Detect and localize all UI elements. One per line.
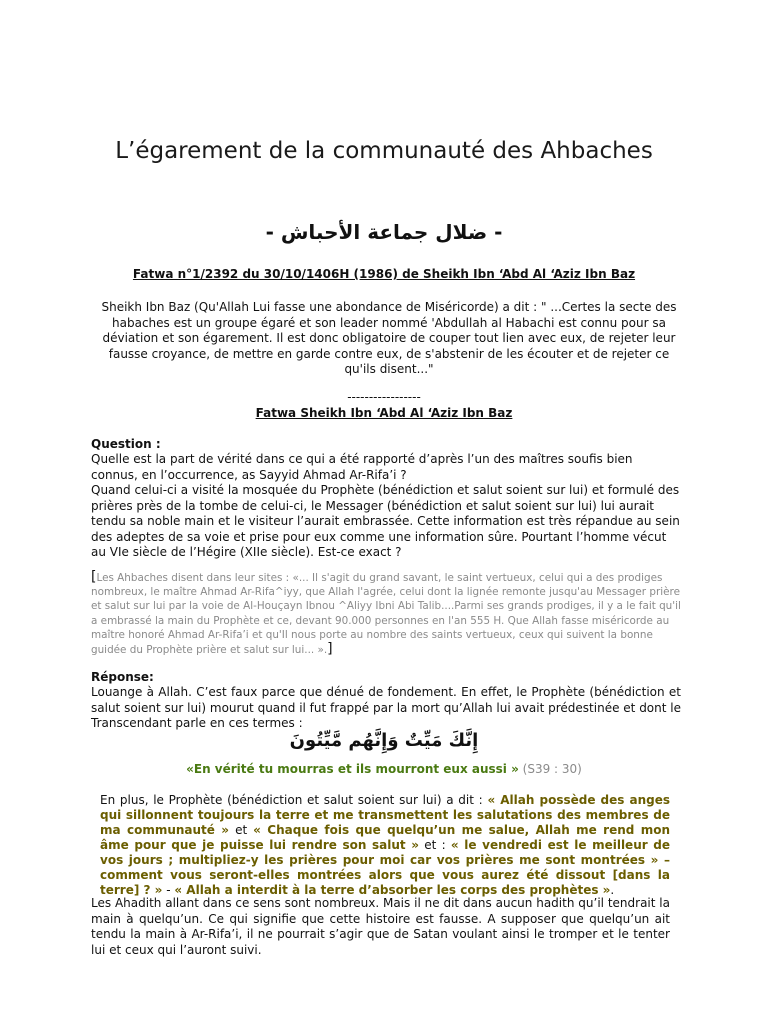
ayah-reference: (S39 : 30) — [522, 762, 582, 776]
hadith-quote-4: « Allah a interdit à la terre d’absorber les corps des prophètes » — [174, 883, 611, 897]
plus-text-5: . — [610, 883, 615, 897]
question-label: Question : — [91, 437, 161, 451]
ayah-french: «En vérité tu mourras et ils mourront eux aussi » — [186, 762, 519, 776]
separator: ----------------- — [347, 390, 421, 404]
ayah-translation — [0, 762, 768, 776]
fatwa2-heading: Fatwa Sheikh Ibn ‘Abd Al ‘Aziz Ibn Baz — [255, 406, 513, 420]
ahbaches-quote — [91, 570, 681, 657]
response-label: Réponse: — [91, 670, 154, 684]
plus-text-2: et — [229, 823, 254, 837]
arabic-title: - ضلال جماعة الأحباش - — [265, 220, 503, 244]
hadith-quote-2: « Chaque fois que quelqu’un me salue, Allah me rend mon âme pour que je puisse lui rendre son salut » — [100, 823, 670, 852]
intro-paragraph: Sheikh Ibn Baz (Qu'Allah Lui fasse une abondance de Miséricorde) a dit : " ...Certes la secte des habaches est un groupe égaré et son leader nommé 'Abdullah al Habachi est connu pour sa déviation et son égarement. Il est donc obligatoire de couper tout lien avec eux, de rejeter leur fausse croyance, de mettre en garde contre eux, de s'abstenir de les écouter et de rejeter ce qu'ils disent..." — [101, 300, 677, 376]
plus-text-4: - — [162, 883, 175, 897]
quote-open-bracket: [ — [91, 569, 97, 585]
question-text: Quelle est la part de vérité dans ce qui a été rapporté d’après l’un des maîtres soufis bien connus, en l’occurrence, as Sayyid Ahmad Ar-Rifa’i ? Quand celui-ci a visité la mosquée du Prophète (bénédiction et salut soient sur lui) et formulé des prières près de la tombe de celui-ci, le Messager (bénédiction et salut soient sur lui) lui aurait tendu sa noble main et le visiteur l’aurait embrassée. Cette information est très répandue au sein des adeptes de sa voie et prise pour eux comme une information sûre. Pourtant l’homme vécut au VIe siècle de l’Hégire (XIIe siècle). Est-ce exact ? — [91, 452, 680, 559]
quote-close-bracket: ] — [327, 641, 333, 658]
hadith-quote-1: « Allah possède des anges qui sillonnent toujours la terre et me transmettent les salutations des membres de ma communauté » — [100, 793, 670, 837]
plus-text-3: et : — [419, 838, 451, 852]
response-text: Louange à Allah. C’est faux parce que dénué de fondement. En effet, le Prophète (bénédiction et salut soient sur lui) mourut quand il fut frappé par la mort qu’Allah lui avait prédestinée et dont le Transcendant parle en ces termes : — [91, 685, 681, 730]
quote-text: Les Ahbaches disent dans leur sites : «... Il s'agit du grand savant, le saint vertueux, celui qui a des prodiges nombreux, le maître Ahmad Ar-Rifa^iyy, que Allah l'agrée, celui dont la lignée remonte jusqu'au Messager prière et salut sur lui par la voie de Al-Houçayn Ibnou ^Aliyy Ibni Abi Talib....Parmi ses grands prodiges, il y a le fait qu'il a embrassé la main du Prophète et ce, devant 90.000 personnes en l'an 555 H. Que Allah fasse miséricorde au maître honoré Ahmad Ar-Rifa’i et qu'Il nous porte au nombre des saints vertueux, ceux qui suivent la bonne guidée du Prophète prière et salut sur lui... ». — [91, 572, 681, 657]
hadith-quote-3: « le vendredi est le meilleur de vos jours ; multipliez-y les prières pour moi car vos prières me sont montrées » – comment vous seront-elles montrées alors que vous aurez été dissout [dans la terre] ? » — [100, 838, 670, 897]
fatwa-heading: Fatwa n°1/2392 du 30/10/1406H (1986) de Sheikh Ibn ‘Abd Al ‘Aziz Ibn Baz — [132, 267, 636, 281]
document-title: L’égarement de la communauté des Ahbaches — [115, 138, 653, 164]
ayah-arabic: إِنَّكَ مَيِّتٌ وَإِنَّهُم مَّيِّتُونَ — [289, 730, 479, 751]
plus-text-1: En plus, le Prophète (bénédiction et salut soient sur lui) a dit : — [100, 793, 488, 807]
ahadith-paragraph: Les Ahadith allant dans ce sens sont nombreux. Mais il ne dit dans aucun hadith qu’il tendrait la main à quelqu’un. Ce qui signifie que cette histoire est fausse. A supposer que quelqu’un ait tendu la main à Ar-Rifa’i, il ne pourrait s’agir que de Satan voulant ainsi le tromper et le tenter lui et ceux qui l’auront suivi. — [91, 896, 670, 957]
hadith-paragraph — [100, 793, 670, 898]
